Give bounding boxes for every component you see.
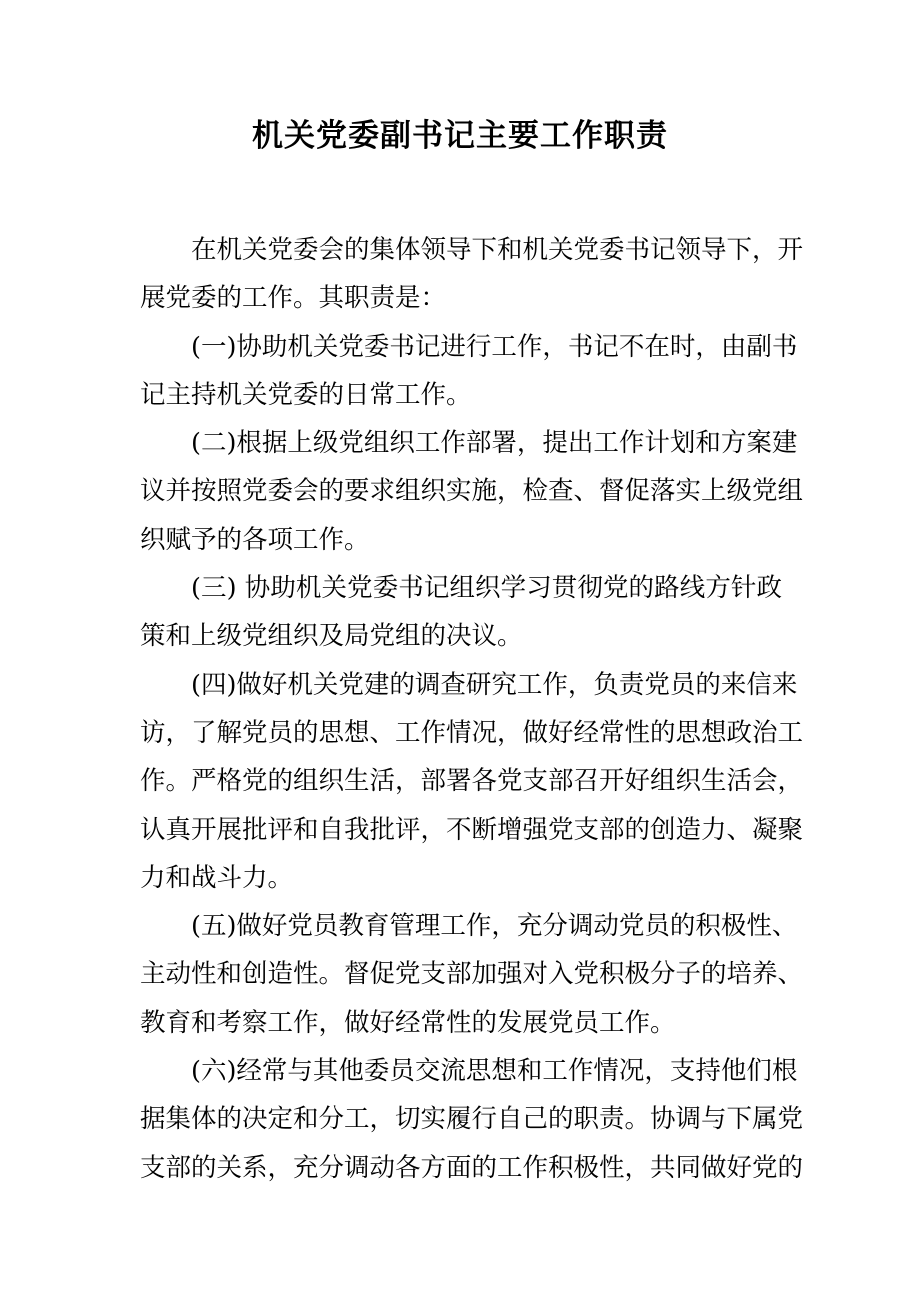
text-line: (五)做好党员教育管理工作，充分调动党员的积极性、 xyxy=(191,911,798,942)
text-line: (三) 协助机关党委书记组织学习贯彻党的路线方针政 xyxy=(191,573,782,604)
text-line: (六)经常与其他委员交流思想和工作情况，支持他们根 xyxy=(191,1056,798,1087)
text-line: 认真开展批评和自我批评，不断增强党支部的创造力、凝聚 xyxy=(140,814,804,845)
text-line: 记主持机关党委的日常工作。 xyxy=(140,379,472,410)
text-line: 议并按照党委会的要求组织实施，检查、督促落实上级党组 xyxy=(140,476,804,507)
text-line: 织赋予的各项工作。 xyxy=(140,524,370,555)
text-line: 力和战斗力。 xyxy=(140,862,294,893)
paragraph-item-4 xyxy=(140,661,804,902)
text-line: (一)协助机关党委书记进行工作，书记不在时，由副书 xyxy=(191,331,798,362)
text-line: 策和上级党组织及局党组的决议。 xyxy=(140,621,523,652)
document-body xyxy=(140,226,804,1192)
paragraph-intro xyxy=(140,226,804,323)
text-line: 访，了解党员的思想、工作情况，做好经常性的思想政治工 xyxy=(140,717,804,748)
text-line: 作。严格党的组织生活，部署各党支部召开好组织生活会， xyxy=(140,766,804,797)
text-line: (四)做好机关党建的调查研究工作，负责党员的来信来 xyxy=(191,669,798,700)
text-line: 展党委的工作。其职责是： xyxy=(140,283,447,314)
paragraph-item-5 xyxy=(140,902,804,1047)
text-line: 据集体的决定和分工，切实履行自己的职责。协调与下属党 xyxy=(140,1104,804,1135)
paragraph-item-1 xyxy=(140,323,798,420)
document-title: 机关党委副书记主要工作职责 xyxy=(252,118,668,154)
text-line: (二)根据上级党组织工作部署，提出工作计划和方案建 xyxy=(191,428,798,459)
paragraph-item-2 xyxy=(140,419,804,564)
text-line: 教育和考察工作，做好经常性的发展党员工作。 xyxy=(140,1007,676,1038)
text-line: 支部的关系，充分调动各方面的工作积极性，共同做好党的 xyxy=(140,1152,804,1183)
paragraph-item-3 xyxy=(140,564,782,661)
text-line: 主动性和创造性。督促党支部加强对入党积极分子的培养、 xyxy=(140,959,804,990)
paragraph-item-6 xyxy=(140,1047,804,1192)
text-line: 在机关党委会的集体领导下和机关党委书记领导下，开 xyxy=(191,235,804,265)
